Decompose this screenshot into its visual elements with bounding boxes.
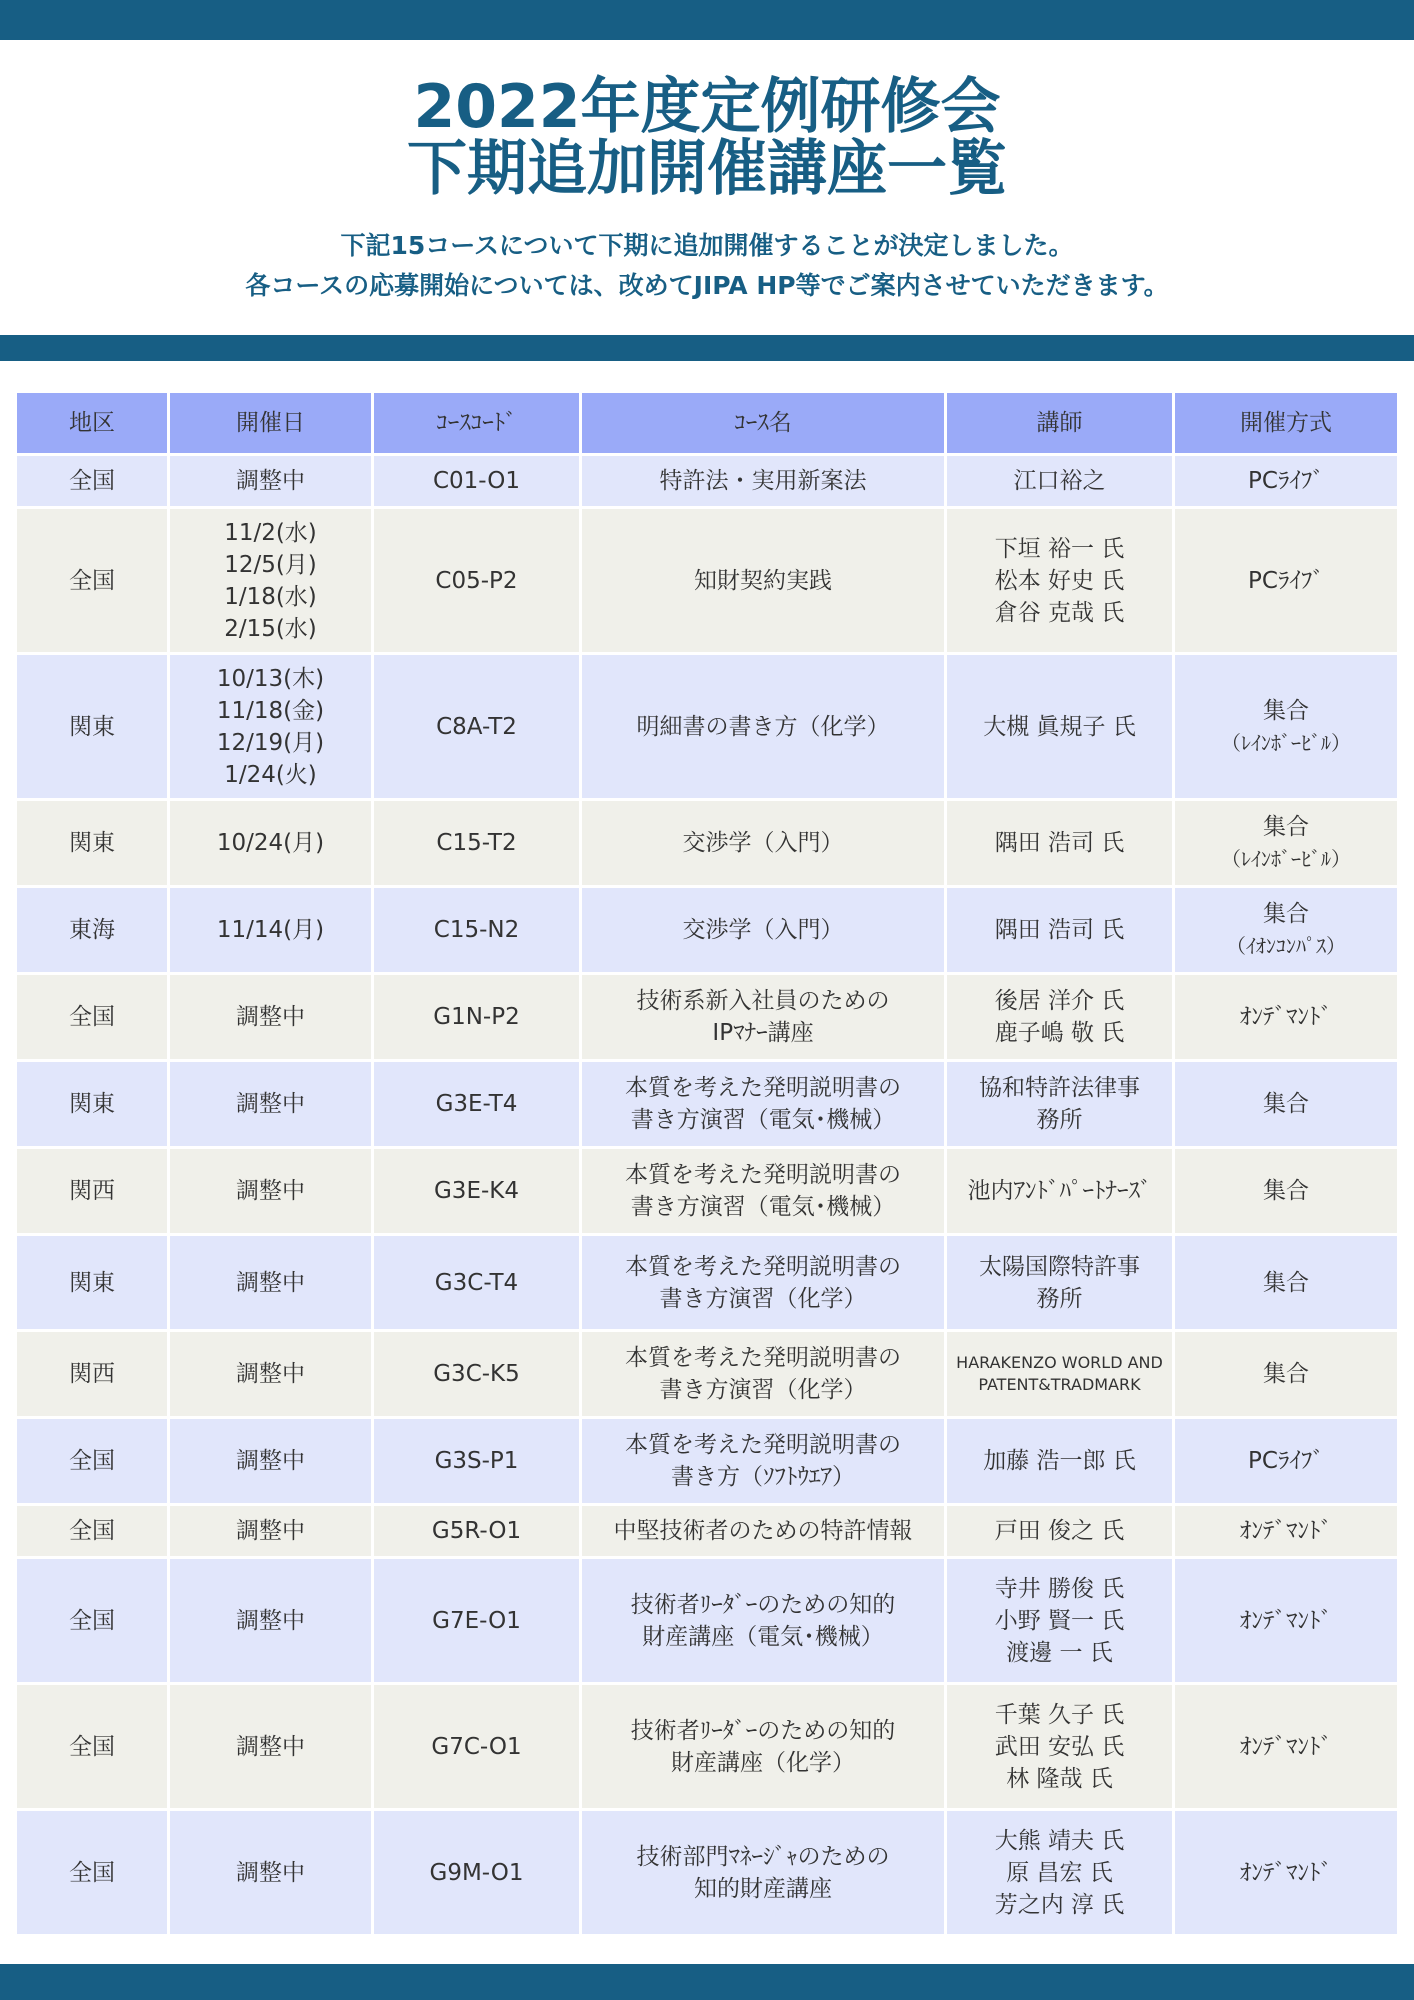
cell-code: G3E-T4 [374,1062,579,1146]
cell-method [1175,1559,1397,1682]
cell-code: C01-O1 [374,456,579,506]
cell-course-name [582,975,944,1059]
cell-method-line: 集合 [1263,1178,1309,1204]
divider-bar [0,335,1414,361]
cell-date [170,1419,371,1503]
cell-region: 関東 [17,1236,167,1329]
cell-date-line: 10/24(月) [216,830,325,856]
cell-method-line: ｵﾝﾃﾞﾏﾝﾄﾞ [1240,1607,1332,1634]
cell-course-name-line: 交渉学（入門） [682,917,844,943]
cell-date-line: 1/24(火) [224,761,317,788]
cell-course-name [582,1685,944,1808]
table-header-row [17,393,1397,453]
subtitle-line-1: 下記15コースについて下期に追加開催することが決定しました。 [340,231,1074,260]
cell-code: C8A-T2 [374,655,579,798]
cell-instructor-line: 原 昌宏 氏 [1006,1859,1113,1886]
cell-course-name-line: 中堅技術者のための特許情報 [613,1518,913,1544]
cell-method-line: ｵﾝﾃﾞﾏﾝﾄﾞ [1240,1004,1332,1030]
cell-instructor-line: PATENT&TRADMARK [978,1375,1141,1394]
cell-instructor-line: 芳之内 淳 氏 [994,1891,1125,1918]
cell-date-line: 調整中 [236,1004,305,1030]
cell-instructor [947,1811,1172,1934]
cell-course-name [582,509,944,652]
cell-method [1175,456,1397,506]
cell-instructor-line: 隅田 浩司 氏 [994,917,1125,943]
cell-instructor [947,801,1172,885]
cell-course-name [582,1332,944,1416]
cell-date [170,655,371,798]
cell-date-line: 調整中 [236,1178,305,1204]
cell-method [1175,509,1397,652]
table-row [17,1811,1397,1934]
cell-instructor-line: 戸田 俊之 氏 [994,1518,1125,1544]
bottom-banner-bar [0,1964,1414,2000]
cell-instructor [947,1062,1172,1146]
cell-instructor-line: 倉谷 克哉 氏 [994,599,1125,626]
table-row [17,1149,1397,1233]
cell-date-line: 調整中 [236,1091,305,1117]
cell-method-line: ｵﾝﾃﾞﾏﾝﾄﾞ [1240,1518,1332,1544]
cell-course-name [582,1559,944,1682]
cell-method-line: PCﾗｲﾌﾞ [1248,468,1324,494]
cell-course-name [582,1811,944,1934]
cell-code: C05-P2 [374,509,579,652]
cell-date [170,1332,371,1416]
cell-course-name-line: 書き方演習（化学） [659,1377,867,1403]
column-header-date: 開催日 [170,393,371,453]
cell-instructor [947,1559,1172,1682]
cell-method-line: （ﾚｲﾝﾎﾞｰﾋﾞﾙ） [1221,847,1351,871]
cell-instructor-line: 隅田 浩司 氏 [994,830,1125,856]
cell-region: 全国 [17,456,167,506]
cell-method-line: 集合 [1263,1361,1309,1387]
cell-instructor-line: 下垣 裕一 氏 [994,535,1125,562]
column-header-region: 地区 [17,393,167,453]
cell-date-line: 調整中 [236,1607,305,1634]
cell-course-name [582,456,944,506]
table-row [17,1559,1397,1682]
cell-date-line: 2/15(水) [224,615,317,642]
cell-instructor [947,509,1172,652]
cell-method-line: （ｲｵﾝｺﾝﾊﾟｽ） [1226,934,1346,958]
cell-method-line: PCﾗｲﾌﾞ [1248,1448,1324,1474]
cell-instructor-line: 太陽国際特許事 [979,1253,1140,1280]
table-row [17,801,1397,885]
cell-method [1175,801,1397,885]
page-subtitle [0,226,1414,306]
cell-instructor-line: 鹿子嶋 敬 氏 [994,1020,1125,1046]
cell-region: 関東 [17,801,167,885]
cell-instructor-line: 寺井 勝俊 氏 [994,1575,1125,1602]
cell-date-line: 調整中 [236,1269,305,1296]
cell-date [170,456,371,506]
cell-course-name-line: 技術部門ﾏﾈｰｼﾞｬのための [636,1843,890,1870]
top-banner-bar [0,0,1414,40]
cell-method-line: ｵﾝﾃﾞﾏﾝﾄﾞ [1240,1859,1332,1886]
cell-code: G3C-T4 [374,1236,579,1329]
cell-date [170,801,371,885]
cell-method [1175,1685,1397,1808]
cell-course-name-line: 財産講座（化学） [671,1749,855,1776]
cell-instructor-line: 武田 安弘 氏 [994,1733,1125,1760]
cell-instructor-line: 江口裕之 [1013,468,1106,494]
cell-region: 関西 [17,1332,167,1416]
cell-course-name-line: 明細書の書き方（化学） [636,713,890,740]
table-row [17,1062,1397,1146]
cell-code: G3S-P1 [374,1419,579,1503]
cell-course-name [582,1419,944,1503]
cell-date [170,1559,371,1682]
cell-code: G5R-O1 [374,1506,579,1556]
cell-course-name-line: 技術者ﾘｰﾀﾞｰのための知的 [630,1717,896,1744]
cell-course-name-line: 知的財産講座 [694,1875,832,1902]
cell-code: C15-N2 [374,888,579,972]
cell-course-name-line: 本質を考えた発明説明書の [625,1345,901,1371]
cell-code: G1N-P2 [374,975,579,1059]
cell-region: 東海 [17,888,167,972]
cell-instructor-line: 渡邊 一 氏 [1006,1639,1113,1666]
cell-date-line: 調整中 [236,1448,305,1474]
cell-code: G7E-O1 [374,1559,579,1682]
cell-course-name [582,801,944,885]
cell-code: G9M-O1 [374,1811,579,1934]
column-header-name: ｺｰｽ名 [582,393,944,453]
page-header [0,40,1414,335]
cell-date-line: 10/13(木) [216,665,325,692]
cell-course-name-line: 本質を考えた発明説明書の [625,1075,901,1101]
cell-date [170,1506,371,1556]
cell-date [170,1685,371,1808]
cell-instructor-line: 林 隆哉 氏 [1006,1765,1113,1792]
cell-method-line: 集合 [1263,1269,1309,1296]
cell-date [170,1062,371,1146]
title-line-1: 2022年度定例研修会 [413,72,1001,142]
table-row [17,1332,1397,1416]
cell-date [170,1811,371,1934]
table-row [17,509,1397,652]
cell-course-name-line: 書き方演習（電気･機械） [630,1107,896,1133]
cell-instructor-line: 務所 [1036,1107,1083,1133]
course-table [14,390,1400,1937]
cell-instructor [947,1149,1172,1233]
cell-course-name [582,888,944,972]
table-row [17,1506,1397,1556]
cell-instructor [947,975,1172,1059]
cell-course-name-line: IPﾏﾅｰ講座 [712,1020,814,1046]
cell-method [1175,1236,1397,1329]
cell-method-line: 集合 [1263,1091,1309,1117]
cell-region: 全国 [17,1685,167,1808]
cell-method-line: 集合 [1263,697,1309,724]
cell-date-line: 調整中 [236,468,305,494]
cell-instructor-line: 千葉 久子 氏 [994,1701,1125,1728]
cell-date-line: 調整中 [236,1733,305,1760]
cell-instructor [947,1419,1172,1503]
table-row [17,655,1397,798]
cell-method-line: PCﾗｲﾌﾞ [1248,567,1324,594]
cell-method [1175,888,1397,972]
table-row [17,1419,1397,1503]
table-row [17,975,1397,1059]
cell-course-name [582,1506,944,1556]
column-header-code: ｺｰｽｺｰﾄﾞ [374,393,579,453]
cell-code: G3C-K5 [374,1332,579,1416]
cell-course-name [582,1062,944,1146]
cell-region: 全国 [17,1419,167,1503]
cell-instructor [947,456,1172,506]
cell-course-name-line: 特許法・実用新案法 [659,468,867,494]
table-row [17,1236,1397,1329]
cell-course-name-line: 書き方（ｿﾌﾄｳｴｱ） [671,1464,855,1490]
subtitle-line-2: 各コースの応募開始については、改めてJIPA HP等でご案内させていただきます。 [245,271,1169,300]
table-row [17,1685,1397,1808]
cell-instructor-line: 小野 賢一 氏 [994,1607,1125,1634]
cell-method-line: ｵﾝﾃﾞﾏﾝﾄﾞ [1240,1733,1332,1760]
cell-code: G7C-O1 [374,1685,579,1808]
cell-course-name-line: 本質を考えた発明説明書の [625,1162,901,1188]
cell-date-line: 12/5(月) [224,551,317,578]
cell-date-line: 調整中 [236,1859,305,1886]
table-row [17,888,1397,972]
cell-code: C15-T2 [374,801,579,885]
cell-method-line: 集合 [1263,901,1309,927]
cell-instructor [947,655,1172,798]
page-title [0,40,1414,204]
cell-course-name-line: 書き方演習（電気･機械） [630,1194,896,1220]
cell-course-name-line: 財産講座（電気･機械） [642,1623,884,1650]
cell-method-line: （ﾚｲﾝﾎﾞｰﾋﾞﾙ） [1221,730,1351,755]
cell-instructor-line: 後居 洋介 氏 [994,988,1125,1014]
cell-date-line: 1/18(水) [224,583,317,610]
cell-region: 全国 [17,1811,167,1934]
cell-region: 全国 [17,975,167,1059]
cell-date-line: 調整中 [236,1361,305,1387]
cell-code: G3E-K4 [374,1149,579,1233]
cell-date [170,1236,371,1329]
cell-date-line: 調整中 [236,1518,305,1544]
cell-course-name-line: 知財契約実践 [694,567,832,594]
cell-date [170,975,371,1059]
cell-date [170,1149,371,1233]
cell-date-line: 11/2(水) [224,519,317,546]
cell-date-line: 11/14(月) [216,917,325,943]
cell-date [170,509,371,652]
cell-method [1175,655,1397,798]
cell-course-name-line: 交渉学（入門） [682,830,844,856]
cell-course-name-line: 本質を考えた発明説明書の [625,1253,901,1280]
cell-instructor-line: 松本 好史 氏 [994,567,1125,594]
cell-course-name [582,655,944,798]
cell-region: 関西 [17,1149,167,1233]
cell-method [1175,1332,1397,1416]
cell-instructor-line: 池内ｱﾝﾄﾞﾊﾟｰﾄﾅｰｽﾞ [967,1178,1152,1204]
cell-instructor-line: 協和特許法律事 [979,1075,1140,1101]
cell-course-name-line: 本質を考えた発明説明書の [625,1432,901,1458]
cell-method [1175,1506,1397,1556]
cell-instructor [947,1332,1172,1416]
cell-region: 全国 [17,1559,167,1682]
table-row [17,456,1397,506]
cell-instructor-line: 大槻 眞規子 氏 [983,713,1136,740]
cell-instructor [947,888,1172,972]
cell-course-name-line: 書き方演習（化学） [659,1285,867,1312]
cell-instructor [947,1685,1172,1808]
cell-date [170,888,371,972]
cell-region: 関東 [17,655,167,798]
cell-course-name [582,1236,944,1329]
cell-instructor-line: HARAKENZO WORLD AND [956,1353,1163,1372]
cell-region: 全国 [17,1506,167,1556]
cell-date-line: 11/18(金) [216,697,325,724]
cell-method [1175,975,1397,1059]
cell-method [1175,1419,1397,1503]
cell-method [1175,1062,1397,1146]
cell-instructor [947,1236,1172,1329]
cell-method-line: 集合 [1263,814,1309,840]
column-header-instructor: 講師 [947,393,1172,453]
cell-course-name-line: 技術者ﾘｰﾀﾞｰのための知的 [630,1591,896,1618]
cell-date-line: 12/19(月) [216,729,325,756]
cell-method [1175,1149,1397,1233]
cell-method [1175,1811,1397,1934]
cell-course-name [582,1149,944,1233]
title-line-2: 下期追加開催講座一覧 [407,134,1007,204]
cell-region: 関東 [17,1062,167,1146]
cell-instructor [947,1506,1172,1556]
cell-instructor-line: 務所 [1036,1285,1083,1312]
cell-region: 全国 [17,509,167,652]
cell-instructor-line: 大熊 靖夫 氏 [994,1827,1125,1854]
cell-instructor-line: 加藤 浩一郎 氏 [983,1448,1136,1474]
column-header-method: 開催方式 [1175,393,1397,453]
cell-course-name-line: 技術系新入社員のための [636,988,890,1014]
